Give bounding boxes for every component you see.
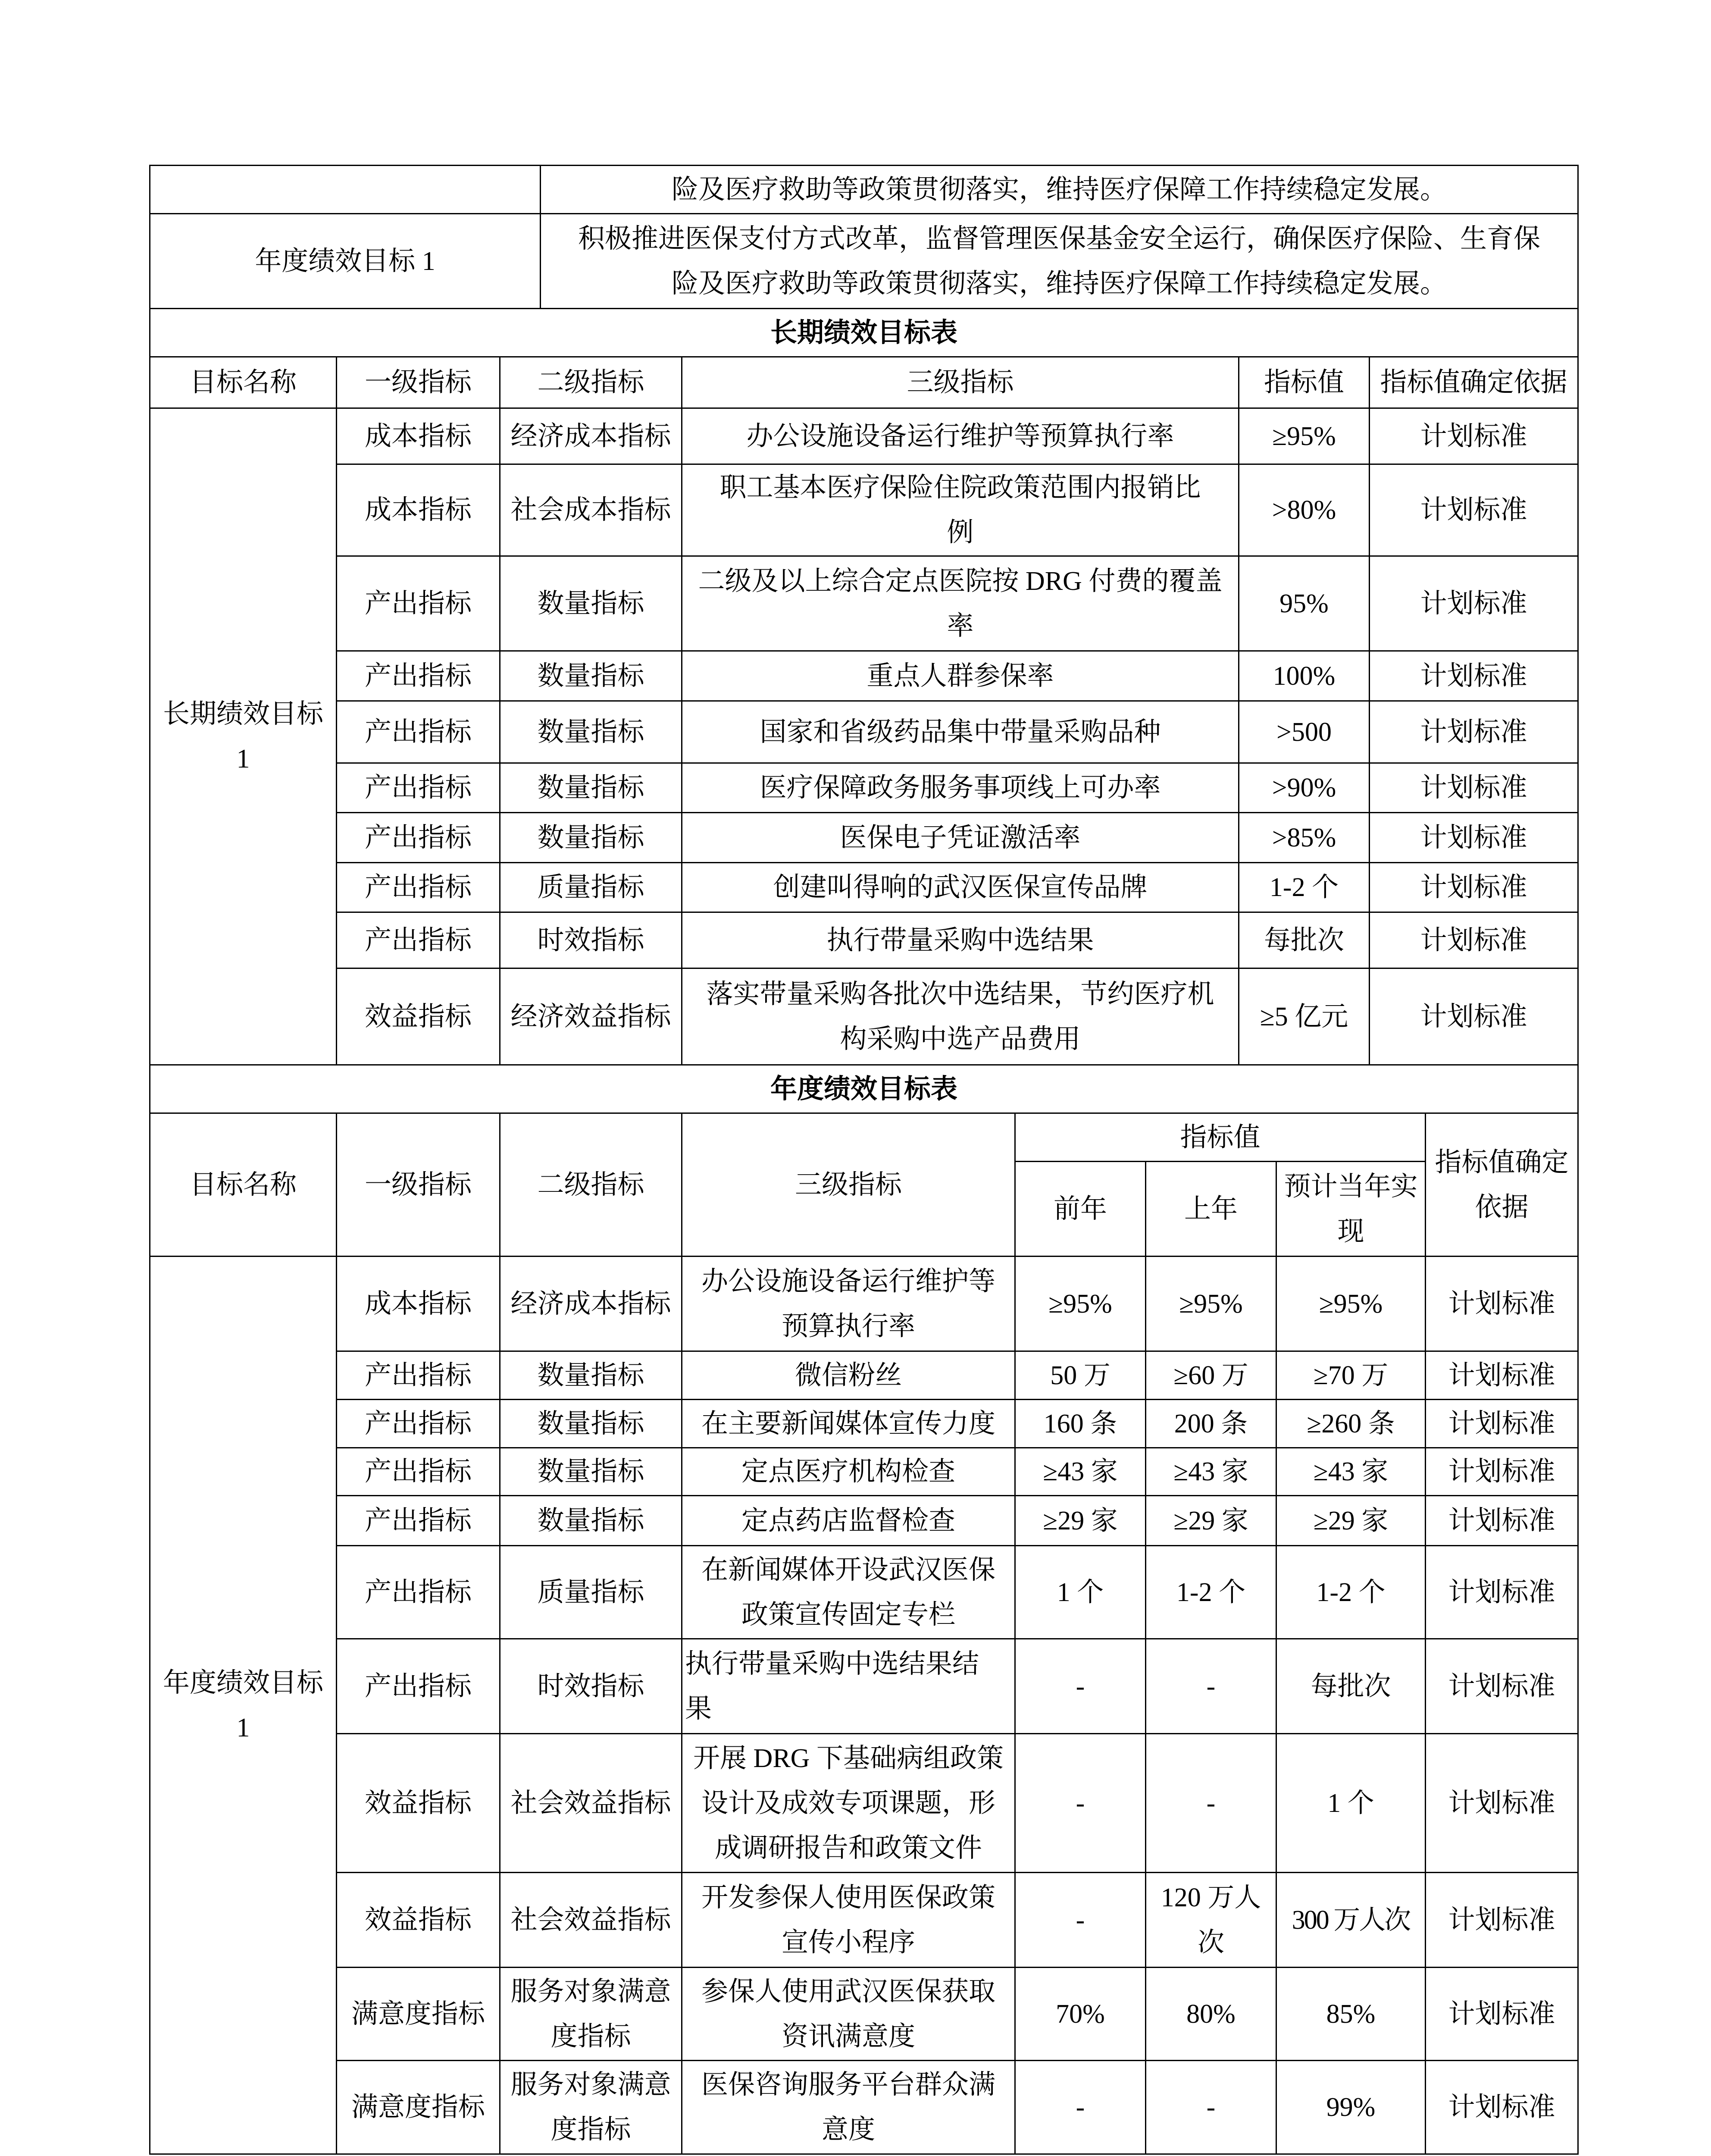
long-term-row-2-level3 (681, 464, 1239, 557)
annual-row-5-prev-year (1014, 1495, 1146, 1546)
annual-row-7-level1 (336, 1638, 500, 1734)
long-term-goal-name-cell-text: 长期绩效目标 1 (163, 699, 323, 774)
annual-row-5-level1-text: 产出指标 (364, 1506, 472, 1536)
long-term-row-1-level3 (681, 407, 1239, 465)
annual-row-4-level3 (681, 1447, 1016, 1496)
annual-row-11-prev-year (1014, 2060, 1146, 2155)
annual-row-10-basis (1425, 1967, 1579, 2061)
annual-row-7-basis-text: 计划标准 (1448, 1671, 1555, 1701)
annual-goal-name-cell (149, 1256, 337, 2155)
long-term-row-4-basis (1369, 650, 1579, 702)
long-term-row-7-level2-text: 数量指标 (537, 823, 644, 852)
long-term-row-4-value (1238, 650, 1370, 702)
annual-header-prev-year-text: 前年 (1053, 1194, 1107, 1224)
annual-header-value-text: 指标值 (1180, 1122, 1261, 1152)
long-term-row-2-level1 (336, 464, 500, 557)
long-term-row-6-level2 (499, 762, 682, 813)
annual-row-9-level3-text: 开发参保人使用医保政策 宣传小程序 (701, 1883, 995, 1957)
annual-row-5-level3-text: 定点药店监督检查 (741, 1506, 955, 1536)
annual-row-10-last-year-text: 80% (1186, 1999, 1236, 2029)
annual-row-4-prev-year-text: ≥43 家 (1043, 1457, 1118, 1486)
annual-row-4-level2 (499, 1447, 682, 1496)
annual-row-11-basis-text: 计划标准 (1448, 2093, 1555, 2122)
long-term-row-9-level3-text: 执行带量采购中选结果 (826, 925, 1094, 955)
annual-header-value (1014, 1112, 1426, 1162)
long-term-row-8-level3 (681, 862, 1239, 913)
long-term-header-goal-name-text: 目标名称 (189, 368, 297, 397)
annual-row-4-level1-text: 产出指标 (364, 1457, 472, 1486)
long-term-row-9-level3 (681, 912, 1239, 969)
annual-row-2-prev-year-text: 50 万 (1050, 1360, 1110, 1390)
annual-row-8-last-year-text: - (1206, 1788, 1216, 1818)
long-term-row-5-basis-text: 计划标准 (1420, 717, 1527, 747)
annual-row-1-level1 (336, 1256, 500, 1352)
annual-row-2-expected-text: ≥70 万 (1313, 1360, 1389, 1390)
annual-row-8-level2 (499, 1733, 682, 1873)
annual-row-7-level2 (499, 1638, 682, 1734)
annual-row-6-level3-text: 在新闻媒体开设武汉医保 政策宣传固定专栏 (701, 1555, 995, 1630)
long-term-row-10-value-text: ≥5 亿元 (1260, 1002, 1348, 1031)
annual-row-7-expected (1276, 1638, 1426, 1734)
annual-row-4-last-year-text: ≥43 家 (1173, 1457, 1248, 1486)
long-term-goal-name-cell (149, 407, 337, 1065)
long-term-row-8-basis (1369, 862, 1579, 913)
annual-header-basis (1425, 1112, 1579, 1257)
long-term-row-6-basis (1369, 762, 1579, 813)
annual-row-11-level3 (681, 2060, 1016, 2155)
annual-row-2-basis-text: 计划标准 (1448, 1360, 1555, 1390)
long-term-row-4-level3-text: 重点人群参保率 (866, 661, 1054, 691)
annual-row-10-expected (1276, 1967, 1426, 2061)
annual-row-7-level1-text: 产出指标 (364, 1671, 472, 1701)
long-term-row-1-level1-text: 成本指标 (364, 421, 472, 451)
annual-row-8-expected (1276, 1733, 1426, 1873)
long-term-row-1-value (1238, 407, 1370, 465)
annual-row-6-basis-text: 计划标准 (1448, 1577, 1555, 1607)
long-term-row-3-level1 (336, 555, 500, 652)
annual-table-title-text: 年度绩效目标表 (770, 1074, 957, 1104)
annual-row-11-last-year (1145, 2060, 1277, 2155)
annual-row-11-level1-text: 满意度指标 (351, 2093, 485, 2122)
annual-row-10-expected-text: 85% (1326, 1999, 1376, 2029)
long-term-row-7-value (1238, 812, 1370, 863)
long-term-row-5-level1-text: 产出指标 (364, 717, 472, 747)
annual-row-10-prev-year-text: 70% (1056, 1999, 1105, 2029)
long-term-header-goal-name (149, 356, 337, 409)
long-term-row-10-value (1238, 968, 1370, 1065)
long-term-row-7-level3-text: 医保电子凭证激活率 (840, 823, 1081, 852)
long-term-row-10-level1-text: 效益指标 (364, 1002, 472, 1031)
long-term-row-9-level2-text: 时效指标 (537, 925, 644, 955)
annual-row-9-last-year (1145, 1872, 1277, 1968)
annual-header-expected-text: 预计当年实 现 (1284, 1172, 1418, 1246)
annual-header-level2 (499, 1112, 682, 1257)
long-term-row-2-value-text: >80% (1272, 495, 1336, 525)
annual-row-7-basis (1425, 1638, 1579, 1734)
annual-row-3-basis (1425, 1399, 1579, 1448)
annual-row-9-basis-text: 计划标准 (1448, 1905, 1555, 1935)
long-term-row-10-level2-text: 经济效益指标 (510, 1002, 671, 1031)
annual-row-9-last-year-text: 120 万人 次 (1160, 1883, 1261, 1957)
long-term-row-8-level1-text: 产出指标 (364, 873, 472, 902)
long-term-row-1-level3-text: 办公设施设备运行维护等预算执行率 (746, 421, 1174, 451)
long-term-header-value (1238, 356, 1370, 409)
long-term-row-4-level2 (499, 650, 682, 702)
annual-row-8-prev-year (1014, 1733, 1146, 1873)
long-term-row-7-basis-text: 计划标准 (1420, 823, 1527, 852)
continuation-label-cell (149, 165, 541, 214)
annual-row-5-last-year-text: ≥29 家 (1173, 1506, 1248, 1536)
annual-row-8-level3-text: 开展 DRG 下基础病组政策 设计及成效专项课题，形 成调研报告和政策文件 (693, 1743, 1004, 1863)
annual-row-3-last-year-text: 200 条 (1174, 1409, 1248, 1438)
annual-row-5-level1 (336, 1495, 500, 1546)
continuation-text-cell (540, 165, 1579, 214)
annual-row-2-level3 (681, 1351, 1016, 1400)
long-term-row-3-level3-text: 二级及以上综合定点医院按 DRG 付费的覆盖 率 (698, 566, 1223, 641)
long-term-row-4-level1 (336, 650, 500, 702)
annual-row-3-level2 (499, 1399, 682, 1448)
long-term-row-4-basis-text: 计划标准 (1420, 661, 1527, 691)
annual-goal-text-cell (540, 213, 1579, 309)
long-term-row-1-basis-text: 计划标准 (1420, 421, 1527, 451)
annual-row-6-level3 (681, 1545, 1016, 1639)
long-term-table-title (149, 308, 1579, 357)
long-term-row-9-level2 (499, 912, 682, 969)
annual-row-9-level2-text: 社会效益指标 (510, 1905, 671, 1935)
annual-table-title (149, 1064, 1579, 1114)
long-term-row-1-level2-text: 经济成本指标 (510, 421, 671, 451)
annual-row-5-prev-year-text: ≥29 家 (1043, 1506, 1118, 1536)
annual-row-1-prev-year (1014, 1256, 1146, 1352)
long-term-row-10-basis-text: 计划标准 (1420, 1002, 1527, 1031)
annual-row-6-level1 (336, 1545, 500, 1639)
annual-row-3-prev-year (1014, 1399, 1146, 1448)
long-term-row-10-level2 (499, 968, 682, 1065)
long-term-row-1-value-text: ≥95% (1272, 421, 1336, 451)
annual-row-4-expected (1276, 1447, 1426, 1496)
long-term-row-1-level1 (336, 407, 500, 465)
long-term-row-5-level2 (499, 700, 682, 764)
annual-row-5-basis (1425, 1495, 1579, 1546)
annual-row-7-last-year-text: - (1206, 1671, 1216, 1701)
annual-row-2-level3-text: 微信粉丝 (795, 1360, 902, 1390)
annual-row-6-last-year-text: 1-2 个 (1176, 1577, 1246, 1607)
annual-row-8-level2-text: 社会效益指标 (510, 1788, 671, 1818)
long-term-row-9-basis (1369, 912, 1579, 969)
long-term-row-1-level2 (499, 407, 682, 465)
long-term-row-3-level3 (681, 555, 1239, 652)
long-term-row-10-level3-text: 落实带量采购各批次中选结果，节约医疗机 构采购中选产品费用 (706, 979, 1214, 1054)
annual-row-5-level2-text: 数量指标 (537, 1506, 644, 1536)
annual-row-2-basis (1425, 1351, 1579, 1400)
annual-header-level3 (681, 1112, 1016, 1257)
annual-row-4-level2-text: 数量指标 (537, 1457, 644, 1486)
annual-row-1-level2 (499, 1256, 682, 1352)
long-term-header-level2-text: 二级指标 (537, 368, 644, 397)
annual-row-1-last-year (1145, 1256, 1277, 1352)
long-term-header-level2 (499, 356, 682, 409)
long-term-row-2-basis-text: 计划标准 (1420, 495, 1527, 525)
annual-row-8-level3 (681, 1733, 1016, 1873)
annual-row-6-expected-text: 1-2 个 (1316, 1577, 1386, 1607)
long-term-row-3-level2-text: 数量指标 (537, 589, 644, 618)
long-term-row-3-basis-text: 计划标准 (1420, 589, 1527, 618)
annual-row-4-expected-text: ≥43 家 (1313, 1457, 1389, 1486)
annual-header-goal-name-text: 目标名称 (189, 1170, 297, 1200)
annual-row-9-expected-text: 300 万人次 (1292, 1905, 1410, 1935)
long-term-row-5-level1 (336, 700, 500, 764)
annual-row-3-level3-text: 在主要新闻媒体宣传力度 (701, 1409, 995, 1438)
annual-row-8-prev-year-text: - (1076, 1788, 1085, 1818)
annual-row-1-level3 (681, 1256, 1016, 1352)
annual-row-11-expected-text: 99% (1326, 2093, 1376, 2122)
long-term-row-9-value-text: 每批次 (1264, 925, 1344, 955)
annual-row-10-basis-text: 计划标准 (1448, 1999, 1555, 2029)
annual-row-9-level1 (336, 1872, 500, 1968)
annual-row-2-level1 (336, 1351, 500, 1400)
annual-row-2-level1-text: 产出指标 (364, 1360, 472, 1390)
annual-row-6-level2 (499, 1545, 682, 1639)
annual-row-3-prev-year-text: 160 条 (1043, 1409, 1117, 1438)
annual-goal-name-cell-text: 年度绩效目标 1 (163, 1668, 323, 1742)
long-term-row-7-level2 (499, 812, 682, 863)
annual-header-prev-year (1014, 1161, 1146, 1257)
annual-goal-label-cell-text: 年度绩效目标 1 (255, 246, 435, 276)
annual-row-9-level3 (681, 1872, 1016, 1968)
long-term-row-7-level1 (336, 812, 500, 863)
annual-row-6-basis (1425, 1545, 1579, 1639)
long-term-row-6-level1 (336, 762, 500, 813)
annual-row-9-prev-year (1014, 1872, 1146, 1968)
long-term-row-6-level3-text: 医疗保障政务服务事项线上可办率 (760, 773, 1161, 802)
long-term-row-5-level3-text: 国家和省级药品集中带量采购品种 (760, 717, 1161, 747)
annual-header-level3-text: 三级指标 (795, 1170, 902, 1200)
annual-header-last-year-text: 上年 (1184, 1194, 1238, 1224)
annual-row-10-level3 (681, 1967, 1016, 2061)
annual-row-2-last-year (1145, 1351, 1277, 1400)
annual-row-4-level3-text: 定点医疗机构检查 (741, 1457, 955, 1486)
long-term-row-10-level3 (681, 968, 1239, 1065)
annual-row-3-last-year (1145, 1399, 1277, 1448)
long-term-row-5-value (1238, 700, 1370, 764)
long-term-row-7-level3 (681, 812, 1239, 863)
long-term-row-8-level1 (336, 862, 500, 913)
annual-header-last-year (1145, 1161, 1277, 1257)
annual-row-10-level2-text: 服务对象满意 度指标 (510, 1977, 671, 2051)
long-term-row-8-level2-text: 质量指标 (537, 873, 644, 902)
long-term-row-5-value-text: >500 (1276, 717, 1332, 747)
long-term-row-5-level3 (681, 700, 1239, 764)
annual-row-10-level1 (336, 1967, 500, 2061)
long-term-row-2-level1-text: 成本指标 (364, 495, 472, 525)
annual-row-1-basis-text: 计划标准 (1448, 1289, 1555, 1319)
annual-row-3-level1-text: 产出指标 (364, 1409, 472, 1438)
long-term-row-3-value (1238, 555, 1370, 652)
annual-row-10-last-year (1145, 1967, 1277, 2061)
long-term-row-9-level1 (336, 912, 500, 969)
long-term-row-4-value-text: 100% (1273, 661, 1336, 691)
annual-row-7-level2-text: 时效指标 (537, 1671, 644, 1701)
long-term-header-level3-text: 三级指标 (907, 368, 1014, 397)
annual-row-11-level1 (336, 2060, 500, 2155)
annual-row-8-basis-text: 计划标准 (1448, 1788, 1555, 1818)
annual-row-6-last-year (1145, 1545, 1277, 1639)
annual-row-2-last-year-text: ≥60 万 (1173, 1360, 1248, 1390)
annual-row-8-expected-text: 1 个 (1327, 1788, 1374, 1818)
annual-header-basis-text: 指标值确定 依据 (1435, 1147, 1569, 1222)
annual-row-9-level1-text: 效益指标 (364, 1905, 472, 1935)
annual-row-1-level3-text: 办公设施设备运行维护等 预算执行率 (701, 1266, 995, 1341)
long-term-row-2-value (1238, 464, 1370, 557)
annual-row-11-level3-text: 医保咨询服务平台群众满 意度 (701, 2070, 995, 2144)
long-term-row-7-level1-text: 产出指标 (364, 823, 472, 852)
annual-row-3-expected (1276, 1399, 1426, 1448)
long-term-header-level3 (681, 356, 1239, 409)
annual-row-1-expected (1276, 1256, 1426, 1352)
long-term-row-6-value (1238, 762, 1370, 813)
long-term-row-9-level1-text: 产出指标 (364, 925, 472, 955)
long-term-row-9-basis-text: 计划标准 (1420, 925, 1527, 955)
continuation-text-cell-text: 险及医疗救助等政策贯彻落实，维持医疗保障工作持续稳定发展。 (671, 175, 1447, 204)
long-term-row-6-level2-text: 数量指标 (537, 773, 644, 802)
annual-row-4-last-year (1145, 1447, 1277, 1496)
long-term-row-4-level1-text: 产出指标 (364, 661, 472, 691)
annual-row-3-level3 (681, 1399, 1016, 1448)
annual-row-4-basis-text: 计划标准 (1448, 1457, 1555, 1486)
annual-row-1-basis (1425, 1256, 1579, 1352)
long-term-header-basis (1369, 356, 1579, 409)
long-term-row-2-level3-text: 职工基本医疗保险住院政策范围内报销比 例 (719, 473, 1201, 547)
annual-row-11-level2-text: 服务对象满意 度指标 (510, 2070, 671, 2144)
long-term-row-7-basis (1369, 812, 1579, 863)
long-term-row-8-value (1238, 862, 1370, 913)
long-term-row-2-level2 (499, 464, 682, 557)
long-term-row-5-level2-text: 数量指标 (537, 717, 644, 747)
long-term-row-10-basis (1369, 968, 1579, 1065)
long-term-row-2-level2-text: 社会成本指标 (510, 495, 671, 525)
annual-row-2-level2 (499, 1351, 682, 1400)
long-term-header-level1 (336, 356, 500, 409)
annual-header-level2-text: 二级指标 (537, 1170, 644, 1200)
long-term-row-8-value-text: 1-2 个 (1269, 873, 1339, 902)
annual-row-7-level3-text: 执行带量采购中选结果结 果 (685, 1649, 979, 1724)
annual-header-goal-name (149, 1112, 337, 1257)
annual-row-7-last-year (1145, 1638, 1277, 1734)
long-term-row-6-level1-text: 产出指标 (364, 773, 472, 802)
long-term-row-3-value-text: 95% (1279, 589, 1329, 618)
annual-row-5-level3 (681, 1495, 1016, 1546)
annual-row-6-level2-text: 质量指标 (537, 1577, 644, 1607)
annual-row-10-level1-text: 满意度指标 (351, 1999, 485, 2029)
annual-row-9-prev-year-text: - (1076, 1905, 1085, 1935)
long-term-row-3-level1-text: 产出指标 (364, 589, 472, 618)
long-term-header-level1-text: 一级指标 (364, 368, 472, 397)
annual-row-6-prev-year (1014, 1545, 1146, 1639)
annual-row-9-expected (1276, 1872, 1426, 1968)
long-term-row-2-basis (1369, 464, 1579, 557)
annual-row-11-prev-year-text: - (1076, 2093, 1085, 2122)
annual-row-9-basis (1425, 1872, 1579, 1968)
annual-row-4-basis (1425, 1447, 1579, 1496)
annual-row-2-prev-year (1014, 1351, 1146, 1400)
annual-row-11-expected (1276, 2060, 1426, 2155)
annual-row-7-prev-year-text: - (1076, 1671, 1085, 1701)
long-term-row-7-value-text: >85% (1272, 823, 1336, 852)
annual-row-10-prev-year (1014, 1967, 1146, 2061)
annual-row-3-basis-text: 计划标准 (1448, 1409, 1555, 1438)
long-term-row-9-value (1238, 912, 1370, 969)
annual-row-5-last-year (1145, 1495, 1277, 1546)
annual-row-4-prev-year (1014, 1447, 1146, 1496)
annual-row-3-level1 (336, 1399, 500, 1448)
long-term-row-4-level2-text: 数量指标 (537, 661, 644, 691)
annual-row-10-level2 (499, 1967, 682, 2061)
long-term-row-6-basis-text: 计划标准 (1420, 773, 1527, 802)
annual-row-5-basis-text: 计划标准 (1448, 1506, 1555, 1536)
long-term-row-1-basis (1369, 407, 1579, 465)
annual-row-8-level1-text: 效益指标 (364, 1788, 472, 1818)
annual-header-level1 (336, 1112, 500, 1257)
annual-row-6-expected (1276, 1545, 1426, 1639)
long-term-row-10-level1 (336, 968, 500, 1065)
annual-row-8-basis (1425, 1733, 1579, 1873)
long-term-row-6-level3 (681, 762, 1239, 813)
annual-row-7-level3 (681, 1638, 1016, 1734)
annual-row-5-level2 (499, 1495, 682, 1546)
annual-row-10-level3-text: 参保人使用武汉医保获取 资讯满意度 (701, 1977, 995, 2051)
long-term-row-6-value-text: >90% (1272, 773, 1336, 802)
annual-header-expected (1276, 1161, 1426, 1257)
annual-row-6-level1-text: 产出指标 (364, 1577, 472, 1607)
long-term-header-value-text: 指标值 (1264, 368, 1344, 397)
annual-row-2-expected (1276, 1351, 1426, 1400)
annual-row-1-level2-text: 经济成本指标 (510, 1289, 671, 1319)
annual-row-11-last-year-text: - (1206, 2093, 1216, 2122)
annual-goal-label-cell (149, 213, 541, 309)
annual-row-1-prev-year-text: ≥95% (1048, 1289, 1112, 1319)
long-term-row-3-basis (1369, 555, 1579, 652)
annual-row-3-expected-text: ≥260 条 (1307, 1409, 1395, 1438)
annual-row-4-level1 (336, 1447, 500, 1496)
annual-row-7-prev-year (1014, 1638, 1146, 1734)
long-term-header-basis-text: 指标值确定依据 (1380, 368, 1567, 397)
annual-row-8-level1 (336, 1733, 500, 1873)
long-term-table-title-text: 长期绩效目标表 (770, 318, 957, 348)
annual-row-3-level2-text: 数量指标 (537, 1409, 644, 1438)
annual-row-6-prev-year-text: 1 个 (1057, 1577, 1104, 1607)
long-term-row-4-level3 (681, 650, 1239, 702)
annual-row-9-level2 (499, 1872, 682, 1968)
annual-goal-text-cell-text: 积极推进医保支付方式改革，监督管理医保基金安全运行，确保医疗保险、生育保 险及医疗救助等政策贯彻落实，维持医疗保障工作持续稳定发展。 (578, 224, 1540, 298)
long-term-row-8-basis-text: 计划标准 (1420, 873, 1527, 902)
annual-row-7-expected-text: 每批次 (1311, 1671, 1391, 1701)
long-term-row-8-level3-text: 创建叫得响的武汉医保宣传品牌 (773, 873, 1148, 902)
annual-row-11-level2 (499, 2060, 682, 2155)
annual-row-5-expected-text: ≥29 家 (1313, 1506, 1389, 1536)
annual-row-1-last-year-text: ≥95% (1179, 1289, 1243, 1319)
annual-header-level1-text: 一级指标 (364, 1170, 472, 1200)
annual-row-1-level1-text: 成本指标 (364, 1289, 472, 1319)
long-term-row-3-level2 (499, 555, 682, 652)
annual-row-5-expected (1276, 1495, 1426, 1546)
annual-row-8-last-year (1145, 1733, 1277, 1873)
long-term-row-8-level2 (499, 862, 682, 913)
annual-row-1-expected-text: ≥95% (1319, 1289, 1383, 1319)
annual-row-11-basis (1425, 2060, 1579, 2155)
annual-row-2-level2-text: 数量指标 (537, 1360, 644, 1390)
long-term-row-5-basis (1369, 700, 1579, 764)
